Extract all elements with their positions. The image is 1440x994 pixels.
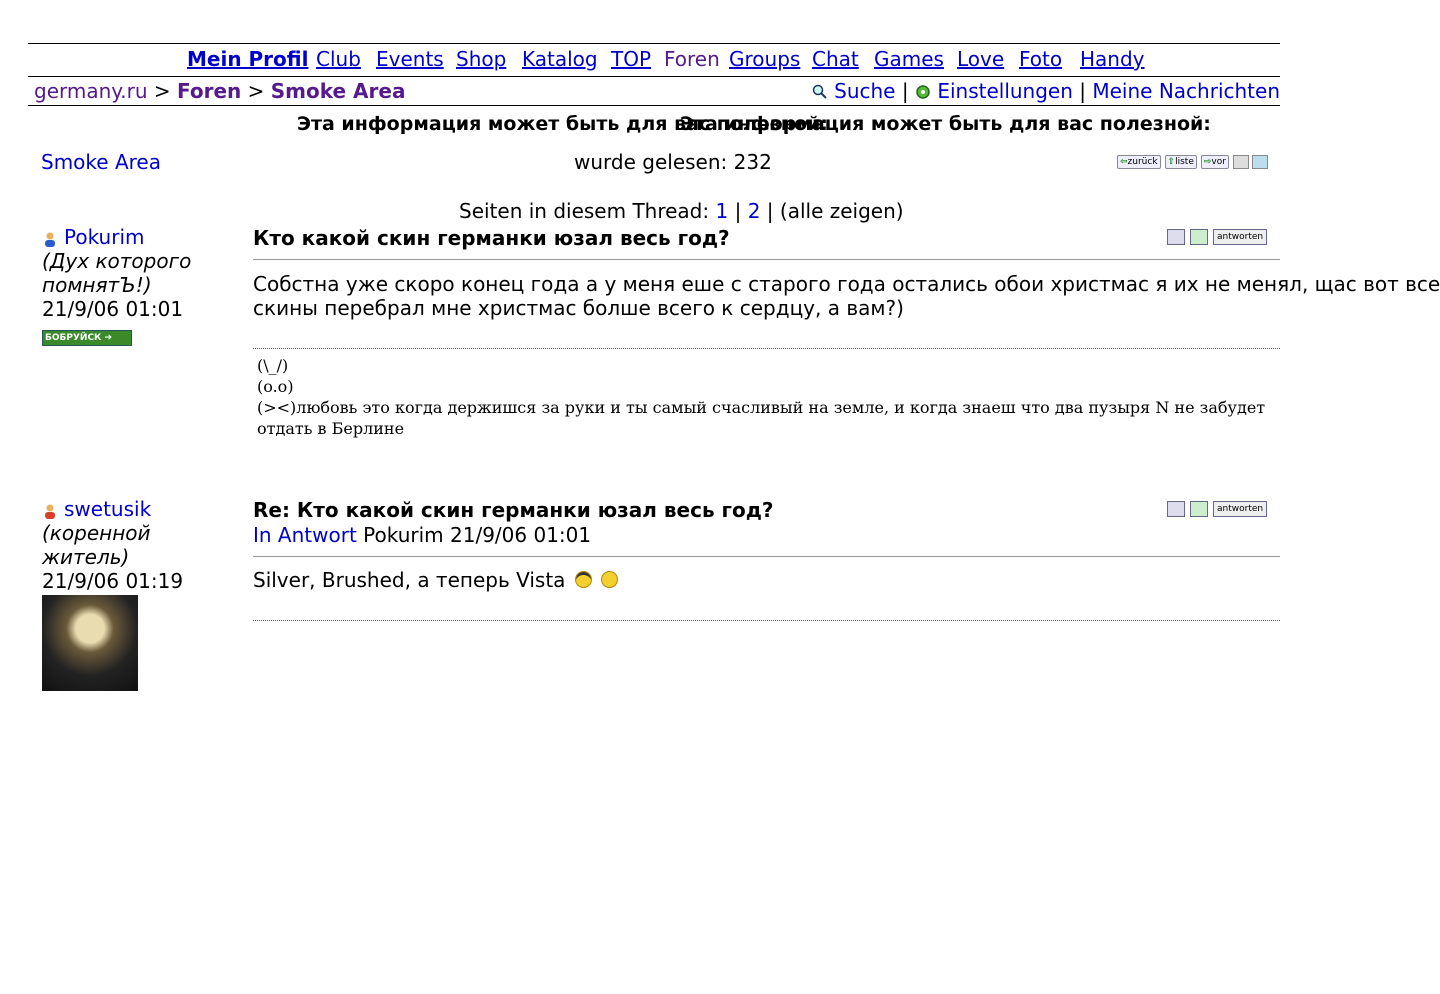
- nav-foren[interactable]: Foren: [664, 47, 720, 71]
- search-link[interactable]: Suche: [834, 79, 896, 103]
- signature-line: (><)любовь это когда держишся за руки и ты самый счасливый на земле, и когда знаеш что два пузыря N не забудет отдать в Берлине: [257, 398, 1266, 438]
- post-body-line: Собстна уже скоро конец года а у меня еше с старого года остались обои христмас я их не менял, щас вот все: [253, 272, 1440, 296]
- breadcrumb: [34, 79, 405, 105]
- breadcrumb-site[interactable]: germany.ru: [34, 79, 148, 103]
- post-date: 21/9/06 01:19: [42, 569, 184, 593]
- pages-label: Seiten in diesem Thread:: [459, 199, 710, 223]
- settings-icon: [915, 84, 931, 100]
- breadcrumb-sep: >: [247, 79, 265, 103]
- signature-divider: [253, 348, 1280, 349]
- top-divider: [28, 43, 1280, 44]
- in-reply-line: [253, 523, 1280, 547]
- messages-link[interactable]: Meine Nachrichten: [1092, 79, 1280, 103]
- pagination: [459, 199, 904, 223]
- read-count: wurde gelesen: 232: [574, 150, 772, 174]
- reply-button[interactable]: antworten: [1213, 229, 1267, 245]
- forum-link[interactable]: Smoke Area: [41, 150, 161, 174]
- nav-shop[interactable]: Shop: [456, 47, 507, 71]
- signature-divider: [253, 620, 1280, 621]
- cool-smiley-icon: [575, 571, 592, 588]
- back-button[interactable]: [1117, 155, 1161, 169]
- nav-handy[interactable]: Handy: [1080, 47, 1145, 71]
- reply-button[interactable]: antworten: [1213, 501, 1267, 517]
- signature: [257, 355, 1277, 439]
- post-body: [253, 568, 1280, 592]
- notify-icon[interactable]: [1190, 229, 1208, 245]
- page-1-link[interactable]: 1: [715, 199, 729, 223]
- back-label: zurück: [1127, 157, 1158, 167]
- user-icon: [42, 231, 58, 247]
- link-sep: |: [901, 79, 909, 103]
- arrow-left-icon: ⇦: [1120, 157, 1128, 167]
- notify-icon[interactable]: [1190, 501, 1208, 517]
- post-subject: Re: Кто какой скин германки юзал весь год?: [253, 498, 774, 522]
- post-tools: [1167, 229, 1267, 253]
- link-sep: |: [1079, 79, 1087, 103]
- next-button[interactable]: [1201, 155, 1229, 169]
- signature-line: (o.o): [257, 377, 294, 396]
- nav-events[interactable]: Events: [376, 47, 444, 71]
- signature-line: (\_/): [257, 356, 289, 375]
- in-reply-link[interactable]: In Antwort: [253, 523, 357, 547]
- print-icon[interactable]: [1167, 501, 1185, 517]
- in-reply-user: Pokurim: [363, 523, 444, 547]
- breadcrumb-forum[interactable]: Foren: [177, 79, 242, 103]
- nav-club[interactable]: Club: [316, 47, 361, 71]
- nav-katalog[interactable]: Katalog: [522, 47, 598, 71]
- post-date: 21/9/06 01:01: [42, 297, 184, 321]
- author-rank: (коренной житель): [42, 521, 151, 569]
- page-sep: |: [734, 199, 742, 223]
- author-rank: (Дух которого помнятЪ!): [42, 249, 192, 297]
- nav-games[interactable]: Games: [874, 47, 944, 71]
- arrow-right-icon: ⇨: [1203, 157, 1212, 167]
- arrow-up-icon: ⇧: [1167, 157, 1176, 167]
- nav-divider: [28, 76, 1280, 77]
- post-body-line: скины перебрал мне христмас болше всего к сердцу, а вам?): [253, 296, 904, 320]
- breadcrumb-sep: >: [153, 79, 171, 103]
- post-tools: [1167, 501, 1267, 525]
- post-author: [42, 497, 232, 691]
- thread-nav-buttons: [1117, 155, 1271, 179]
- nav-foto[interactable]: Foto: [1019, 47, 1063, 71]
- nav-mein-profil[interactable]: Mein Profil: [187, 47, 309, 71]
- user-links: [812, 79, 1280, 103]
- page-sep: |: [766, 199, 774, 223]
- post-author: [42, 225, 232, 346]
- post-divider: [253, 556, 1280, 557]
- info-banner-2[interactable]: Эта информация может быть для вас полезной:: [680, 113, 1211, 135]
- breadcrumb-divider: [28, 105, 1280, 106]
- flat-view-icon[interactable]: [1233, 155, 1249, 169]
- post-body-line: Silver, Brushed, а теперь Vista: [253, 568, 566, 592]
- main-nav: [0, 47, 1280, 75]
- info-banner-1[interactable]: Эта информация может быть для вас полезной:: [297, 113, 828, 135]
- show-all-link[interactable]: (alle zeigen): [779, 199, 904, 223]
- nav-groups[interactable]: Groups: [729, 47, 801, 71]
- nav-top[interactable]: TOP: [611, 47, 652, 71]
- page-2-link[interactable]: 2: [747, 199, 761, 223]
- post-subject: Кто какой скин германки юзал весь год?: [253, 226, 730, 250]
- nav-love[interactable]: Love: [957, 47, 1005, 71]
- list-label: liste: [1175, 157, 1194, 167]
- smile-smiley-icon: [601, 571, 618, 588]
- user-female-icon: [42, 503, 58, 519]
- badge-label: БОБРУЙСК: [45, 333, 102, 343]
- author-name[interactable]: Pokurim: [64, 225, 145, 249]
- post-body: [253, 272, 1440, 320]
- author-name[interactable]: swetusik: [64, 497, 152, 521]
- search-icon: [812, 84, 828, 100]
- nav-chat[interactable]: Chat: [812, 47, 859, 71]
- breadcrumb-area[interactable]: Smoke Area: [270, 79, 406, 103]
- post-divider: [253, 259, 1280, 260]
- print-icon[interactable]: [1167, 229, 1185, 245]
- thread-view-icon[interactable]: [1252, 155, 1268, 169]
- settings-link[interactable]: Einstellungen: [937, 79, 1073, 103]
- location-badge[interactable]: БОБРУЙСК ➔: [42, 330, 132, 346]
- next-label: vor: [1211, 157, 1226, 167]
- avatar: [42, 595, 138, 691]
- in-reply-date: 21/9/06 01:01: [450, 523, 592, 547]
- list-button[interactable]: [1165, 155, 1197, 169]
